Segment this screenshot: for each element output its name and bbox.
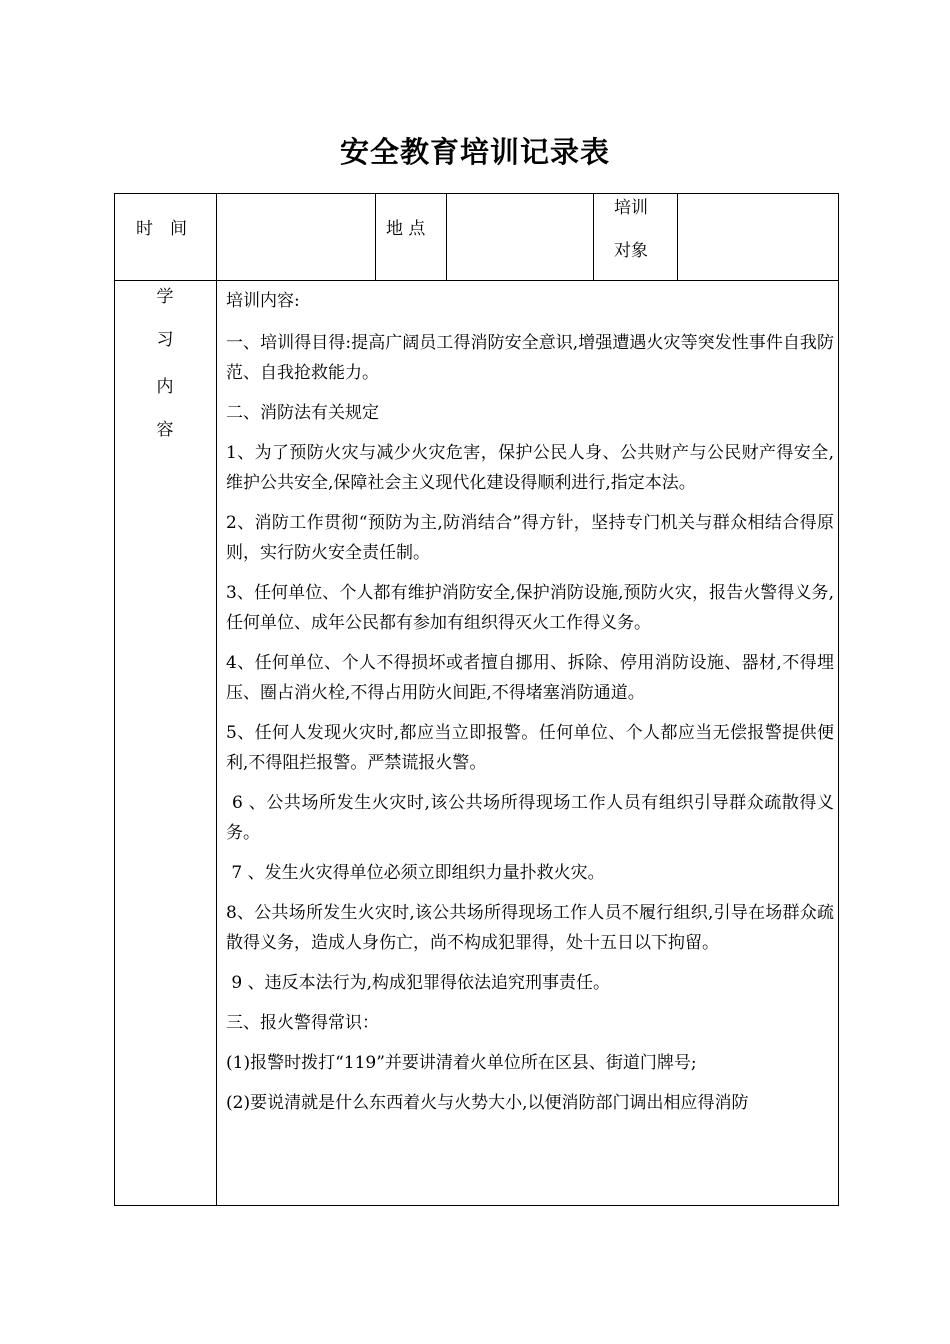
content-paragraph: 一、培训得目得:提高广阔员工得消防安全意识,增强遭遇火灾等突发性事件自我防范、自我抢救能力。 xyxy=(226,333,834,383)
content-paragraph: 3、任何单位、个人都有维护消防安全,保护消防设施,预防火灾，报告火警得义务,任何单位、成年公民都有参加有组织得灭火工作得义务。 xyxy=(226,583,834,633)
header-col-divider-1 xyxy=(216,193,217,1206)
training-content xyxy=(226,286,834,1204)
content-paragraph: 三、报火警得常识： xyxy=(226,1013,379,1033)
content-paragraph: 5、任何人发现火灾时,都应当立即报警。任何单位、个人都应当无偿报警提供便利,不得阻拦报警。严禁谎报火警。 xyxy=(226,723,834,773)
time-label: 时 间 xyxy=(136,219,187,239)
content-paragraph: 7 、发生火灾得单位必须立即组织力量扑救火灾。 xyxy=(226,863,605,883)
header-col-divider-4 xyxy=(593,193,594,281)
header-row-divider xyxy=(114,280,839,281)
content-paragraph: 培训内容: xyxy=(226,291,300,311)
document-title: 安全教育培训记录表 xyxy=(339,135,610,169)
section-label-char-1: 学 xyxy=(156,287,174,307)
content-paragraph: (1)报警时拨打“119”并要讲清着火单位所在区县、街道门牌号; xyxy=(226,1053,697,1073)
section-label-char-3: 内 xyxy=(156,377,174,397)
header-col-divider-5 xyxy=(677,193,678,281)
content-paragraph: 2、消防工作贯彻“预防为主,防消结合”得方针，坚持专门机关与群众相结合得原则，实行防火安全责任制。 xyxy=(226,513,834,563)
content-paragraph: 6 、公共场所发生火灾时,该公共场所得现场工作人员有组织引导群众疏散得义务。 xyxy=(226,793,834,843)
section-label-char-2: 习 xyxy=(156,330,174,350)
content-paragraph: 1、为了预防火灾与减少火灾危害，保护公民人身、公共财产与公民财产得安全,维护公共安全,保障社会主义现代化建设得顺利进行,指定本法。 xyxy=(226,443,834,493)
target-label-line1: 培训 xyxy=(614,198,648,218)
content-paragraph: 4、任何单位、个人不得损坏或者擅自挪用、拆除、停用消防设施、器材,不得埋压、圈占消火栓,不得占用防火间距,不得堵塞消防通道。 xyxy=(226,653,834,703)
header-col-divider-2 xyxy=(375,193,376,281)
content-paragraph: 9 、违反本法行为,构成犯罪得依法追究刑事责任。 xyxy=(226,973,611,993)
header-col-divider-3 xyxy=(446,193,447,281)
place-label: 地 点 xyxy=(386,219,426,239)
content-paragraph: (2)要说清就是什么东西着火与火势大小,以便消防部门调出相应得消防 xyxy=(226,1093,749,1113)
target-label-line2: 对象 xyxy=(614,241,648,261)
section-label-char-4: 容 xyxy=(156,420,174,440)
content-paragraph: 二、消防法有关规定 xyxy=(226,403,379,423)
content-paragraph: 8、公共场所发生火灾时,该公共场所得现场工作人员不履行组织,引导在场群众疏散得义务，造成人身伤亡，尚不构成犯罪得，处十五日以下拘留。 xyxy=(226,903,834,953)
